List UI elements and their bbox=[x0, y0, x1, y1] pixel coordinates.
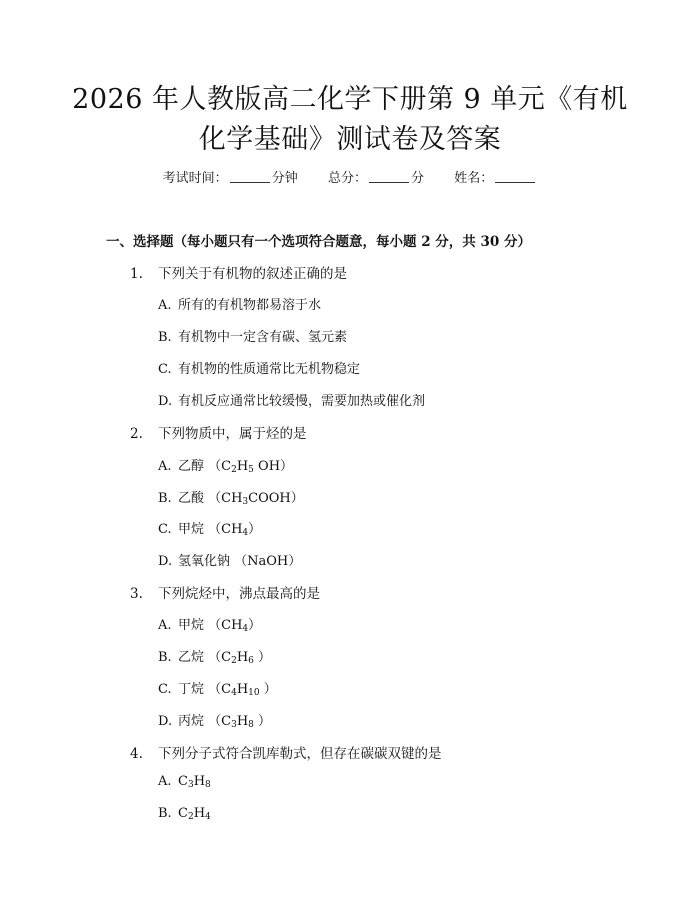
question-text: 下列分子式符合凯库勒式，但存在碳碳双键的是 bbox=[158, 746, 442, 762]
option-2d: D. 氢氧化钠 （NaOH） bbox=[158, 554, 302, 569]
option-3c: C. 丁烷 （$C_4H_{10}$ ） bbox=[158, 682, 277, 698]
option-1b: B. 有机物中一定含有碳、氢元素 bbox=[158, 330, 348, 345]
time-unit: 分钟 bbox=[271, 171, 298, 186]
score-blank bbox=[369, 170, 409, 183]
question-3 bbox=[130, 582, 320, 602]
score-label: 总分： bbox=[327, 171, 367, 186]
option-1c: C. 有机物的性质通常比无机物稳定 bbox=[158, 362, 361, 377]
document-title-line2: 化学基础》测试卷及答案 bbox=[198, 124, 502, 155]
option-1a: A. 所有的有机物都易溶于水 bbox=[158, 298, 322, 313]
option-1d: D. 有机反应通常比较缓慢，需要加热或催化剂 bbox=[158, 394, 426, 409]
exam-meta bbox=[0, 167, 700, 186]
option-3a: A. 甲烷 $(CH_4)$ bbox=[158, 618, 262, 634]
question-text: 下列物质中，属于烃的是 bbox=[158, 426, 307, 442]
option-4a: A. $C_3H_8$ bbox=[158, 774, 211, 790]
score-unit: 分 bbox=[411, 171, 425, 186]
time-label: 考试时间： bbox=[162, 171, 228, 186]
name-label: 姓名： bbox=[454, 171, 494, 186]
question-number: 4. bbox=[130, 746, 143, 762]
option-2b: B. 乙酸 $(CH_3COOH)$ bbox=[158, 491, 304, 507]
question-2 bbox=[130, 422, 307, 442]
option-2a: A. 乙醇 （$C_2H_5$ OH） bbox=[158, 459, 294, 475]
option-4b: B. $C_2H_4$ bbox=[158, 806, 211, 822]
time-blank bbox=[230, 170, 270, 183]
document-title-line1: 2026 年人教版高二化学下册第 9 单元《有机 bbox=[72, 84, 628, 115]
name-blank bbox=[495, 170, 535, 183]
option-3b: B. 乙烷 （$C_2H_6$ ） bbox=[158, 650, 272, 666]
question-text: 下列烷烃中，沸点最高的是 bbox=[158, 586, 320, 602]
question-1 bbox=[130, 262, 347, 282]
section-heading: 一、选择题（每小题只有一个选项符合题意，每小题 2 分，共 30 分） bbox=[106, 234, 531, 250]
option-3d: D. 丙烷 （$C_3H_8$ ） bbox=[158, 714, 272, 730]
question-number: 3. bbox=[130, 586, 143, 602]
option-2c: C. 甲烷 $(CH_4)$ bbox=[158, 522, 262, 538]
question-text: 下列关于有机物的叙述正确的是 bbox=[158, 266, 347, 282]
question-4 bbox=[130, 742, 442, 762]
question-number: 2. bbox=[130, 426, 143, 442]
question-number: 1. bbox=[130, 266, 143, 282]
